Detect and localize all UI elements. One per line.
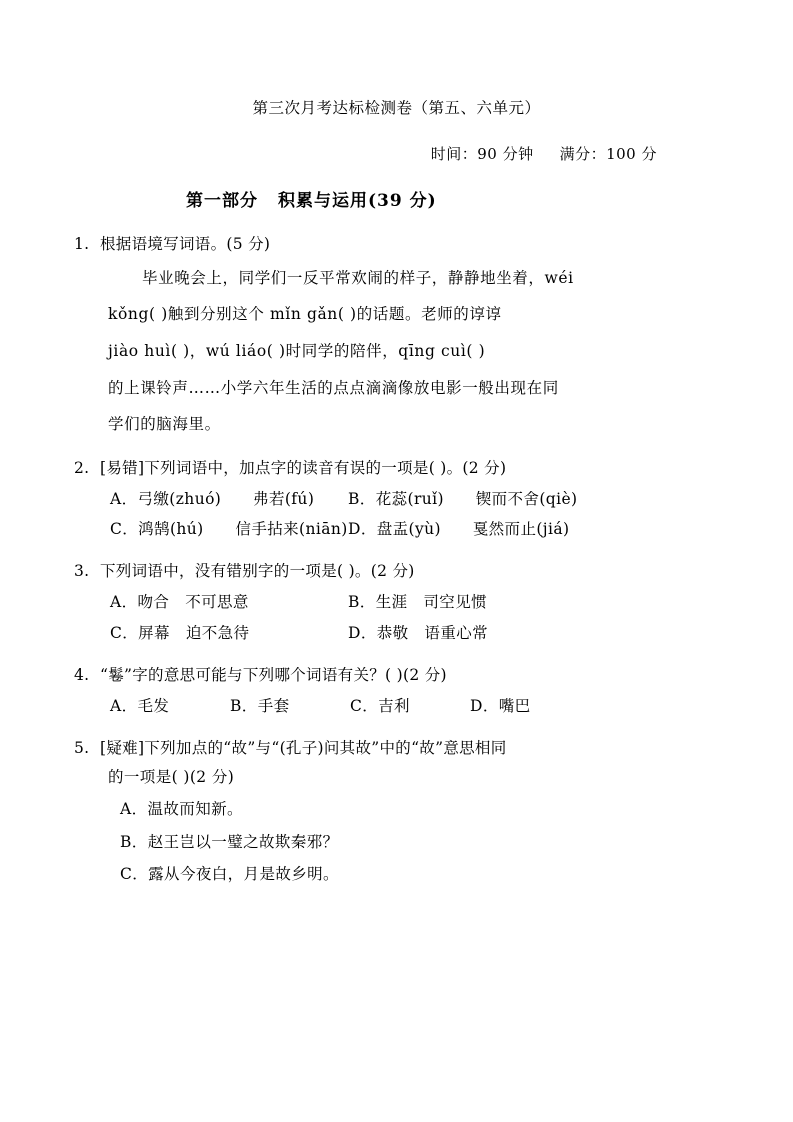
question-4-stem: “鬈”字的意思可能与下列哪个词语有关？( )(2 分) xyxy=(100,665,447,684)
question-1-stem: 根据语境写词语。(5 分) xyxy=(100,234,271,253)
question-5-number: 5. xyxy=(74,739,90,758)
question-1-passage-line-1: 毕业晚会上，同学们一反平常欢闹的样子，静静地坐着，wéi xyxy=(142,268,574,287)
question-3-option-b[interactable]: B．生涯 司空见惯 xyxy=(348,593,487,612)
question-3-option-a[interactable]: A．吻合 不可思意 xyxy=(110,593,249,612)
question-1 xyxy=(74,231,719,441)
question-2-number: 2. xyxy=(74,458,90,477)
question-3 xyxy=(74,558,719,648)
question-2-option-b[interactable]: B．花蕊(ruǐ) 锲而不舍(qiè) xyxy=(348,489,578,508)
section-heading-part: 第一部分 xyxy=(186,190,258,211)
section-heading xyxy=(74,186,719,211)
question-5-option-a[interactable]: A．温故而知新。 xyxy=(120,800,243,819)
question-1-passage-line-2: kǒng( )触到分别这个 mǐn gǎn( )的话题。老师的谆谆 xyxy=(108,305,502,324)
question-2 xyxy=(74,455,719,545)
question-5-head xyxy=(74,735,719,762)
question-4-number: 4. xyxy=(74,665,90,684)
question-5-option-b[interactable]: B．赵王岂以一璧之故欺秦邪？ xyxy=(120,832,339,851)
question-4-options xyxy=(110,691,719,721)
question-4-head xyxy=(74,662,719,689)
question-3-options xyxy=(110,587,719,647)
question-4-option-c[interactable]: C．吉利 xyxy=(350,696,410,715)
question-2-option-row-1 xyxy=(110,484,719,514)
time-limit: 时间：90 分钟 xyxy=(430,144,534,163)
question-5-stem: [疑难]下列加点的“故”与“(孔子)问其故”中的“故”意思相同 xyxy=(100,739,507,758)
page-title: 第三次月考达标检测卷（第五、六单元） xyxy=(252,99,541,117)
question-2-options xyxy=(110,484,719,544)
question-1-passage-line-5: 学们的脑海里。 xyxy=(108,415,221,434)
section-heading-sub: 积累与运用(39 分) xyxy=(278,190,437,211)
question-3-option-d[interactable]: D．恭敬 语重心常 xyxy=(348,623,489,642)
question-4-option-d[interactable]: D．嘴巴 xyxy=(470,696,531,715)
question-5-stem-line-2: 的一项是( )(2 分) xyxy=(108,768,235,787)
question-5-option-c[interactable]: C．露从今夜白，月是故乡明。 xyxy=(120,864,339,883)
exam-meta xyxy=(74,143,719,164)
question-1-number: 1. xyxy=(74,234,90,253)
question-2-option-d[interactable]: D．盘盂(yù) 戛然而止(jiá) xyxy=(348,520,570,538)
question-1-passage-line-4: 的上课铃声……小学六年生活的点点滴滴像放电影一般出现在同 xyxy=(108,378,559,397)
question-2-option-a[interactable]: A．弓缴(zhuó) 弗若(fú) xyxy=(110,489,315,508)
question-3-head xyxy=(74,558,719,585)
question-3-option-row-1 xyxy=(110,587,719,617)
total-score: 满分：100 分 xyxy=(559,144,657,163)
question-2-option-row-2 xyxy=(110,514,719,544)
question-3-stem: 下列词语中，没有错别字的一项是( )。(2 分) xyxy=(100,562,415,581)
question-3-number: 3. xyxy=(74,562,90,581)
question-2-head xyxy=(74,455,719,482)
question-2-stem: [易错]下列词语中，加点字的读音有误的一项是( )。(2 分) xyxy=(100,458,507,477)
question-4 xyxy=(74,662,719,721)
question-1-head xyxy=(74,231,719,258)
question-4-option-row-1 xyxy=(110,691,719,721)
question-5 xyxy=(74,735,719,889)
question-4-option-b[interactable]: B．手套 xyxy=(230,696,290,715)
question-4-option-a[interactable]: A．毛发 xyxy=(110,696,170,715)
question-3-option-row-2 xyxy=(110,618,719,648)
question-1-passage-line-3: jiào huì( )，wú liáo( )时同学的陪伴，qīng cuì( ) xyxy=(108,342,486,361)
question-2-option-c[interactable]: C．鸿鹄(hú) 信手拈来(niān) xyxy=(110,520,348,538)
question-5-options xyxy=(110,794,719,889)
question-3-option-c[interactable]: C．屏幕 迫不急待 xyxy=(110,623,250,642)
